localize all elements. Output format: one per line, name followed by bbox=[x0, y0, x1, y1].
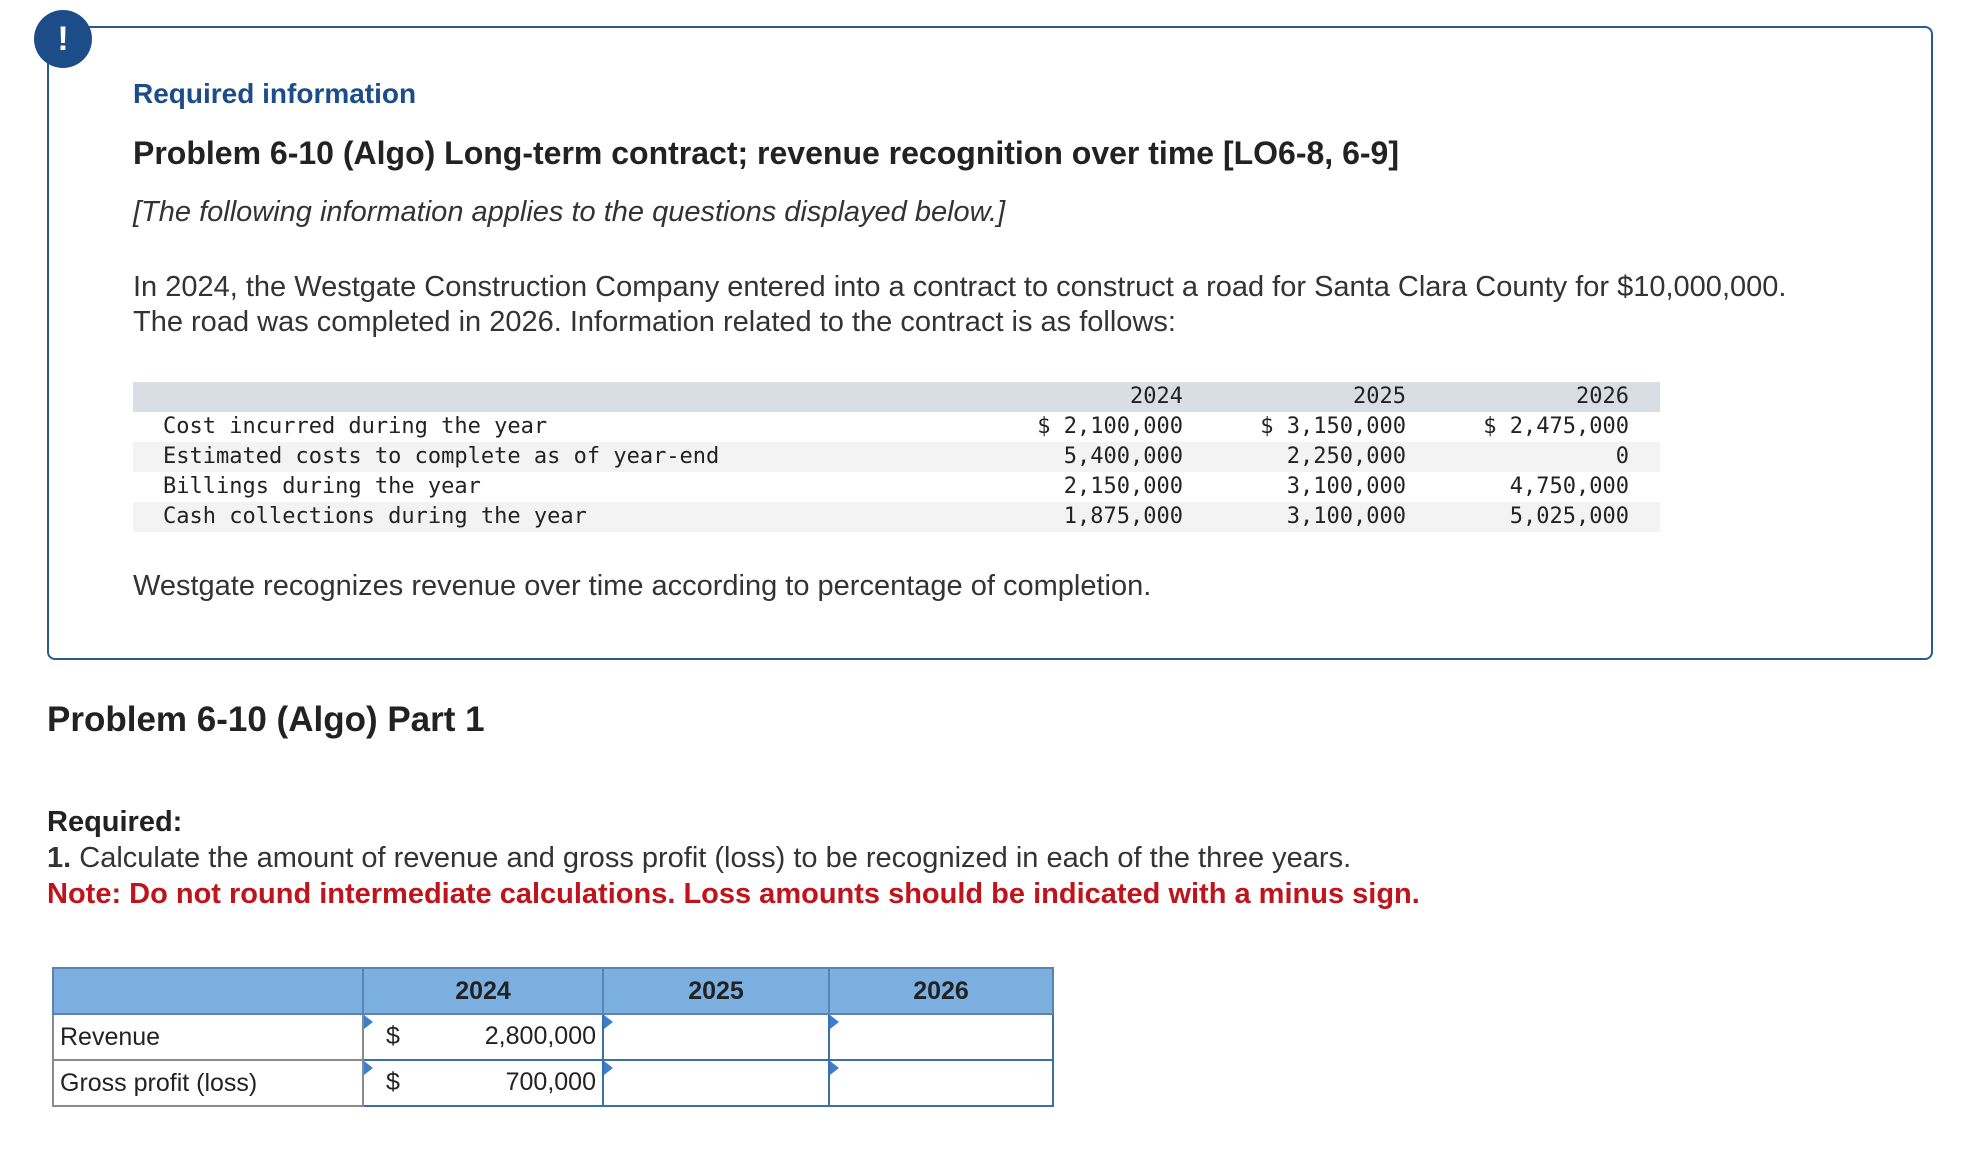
method-text: Westgate recognizes revenue over time according to percentage of completion. bbox=[133, 570, 1152, 602]
row-label: Cost incurred during the year bbox=[163, 414, 548, 439]
contract-info-table bbox=[133, 382, 1660, 532]
input-marker-icon bbox=[364, 1061, 373, 1075]
cell-2026: 5,025,000 bbox=[1509, 504, 1629, 529]
required-label: Required: bbox=[47, 806, 183, 838]
gross-profit-2024-value: 700,000 bbox=[505, 1068, 596, 1096]
cell-2024: 1,875,000 bbox=[1063, 504, 1183, 529]
cell-2024: 5,400,000 bbox=[1063, 444, 1183, 469]
required-information-panel bbox=[47, 26, 1933, 660]
required-item-text: Calculate the amount of revenue and gross profit (loss) to be recognized in each of the three years. bbox=[71, 842, 1352, 874]
table-row bbox=[133, 502, 1660, 532]
input-marker-icon bbox=[830, 1061, 839, 1075]
cell-2025: 2,250,000 bbox=[1286, 444, 1406, 469]
cell-2024: 2,150,000 bbox=[1063, 474, 1183, 499]
year-header-2024: 2024 bbox=[1130, 384, 1183, 409]
header-blank bbox=[53, 968, 363, 1014]
gross-profit-2024-input[interactable] bbox=[363, 1060, 603, 1106]
input-marker-icon bbox=[604, 1015, 613, 1029]
revenue-label: Revenue bbox=[53, 1014, 363, 1060]
cell-2024: $ 2,100,000 bbox=[1037, 414, 1183, 439]
contract-table-header bbox=[133, 382, 1660, 412]
input-marker-icon bbox=[830, 1015, 839, 1029]
input-marker-icon bbox=[364, 1015, 373, 1029]
cell-2026: 4,750,000 bbox=[1509, 474, 1629, 499]
year-header-2025: 2025 bbox=[1353, 384, 1406, 409]
table-row bbox=[133, 472, 1660, 502]
instruction-note: Note: Do not round intermediate calculations. Loss amounts should be indicated with a minus sign. bbox=[47, 878, 1420, 910]
cell-2026: $ 2,475,000 bbox=[1483, 414, 1629, 439]
required-item-number: 1. bbox=[47, 842, 72, 874]
currency-symbol: $ bbox=[386, 1022, 400, 1050]
problem-title: Problem 6-10 (Algo) Long-term contract; revenue recognition over time [LO6-8, 6-9] bbox=[133, 135, 1399, 171]
table-row bbox=[53, 1014, 1053, 1060]
required-information-heading: Required information bbox=[133, 78, 417, 109]
row-label: Cash collections during the year bbox=[163, 504, 587, 529]
cell-2025: 3,100,000 bbox=[1286, 474, 1406, 499]
answer-table bbox=[52, 967, 1054, 1107]
applies-note: [The following information applies to the questions displayed below.] bbox=[133, 196, 1006, 228]
part-title: Problem 6-10 (Algo) Part 1 bbox=[47, 700, 485, 739]
required-block bbox=[47, 804, 1420, 912]
cell-2025: 3,100,000 bbox=[1286, 504, 1406, 529]
header-2025: 2025 bbox=[603, 968, 829, 1014]
gross-profit-2026-input[interactable] bbox=[829, 1060, 1053, 1106]
row-label: Billings during the year bbox=[163, 474, 481, 499]
table-row bbox=[133, 412, 1660, 442]
cell-2025: $ 3,150,000 bbox=[1260, 414, 1406, 439]
currency-symbol: $ bbox=[386, 1068, 400, 1096]
cell-2026: 0 bbox=[1615, 444, 1629, 469]
gross-profit-2025-input[interactable] bbox=[603, 1060, 829, 1106]
answer-table-header bbox=[53, 968, 1053, 1014]
revenue-2024-input[interactable] bbox=[363, 1014, 603, 1060]
revenue-2025-input[interactable] bbox=[603, 1014, 829, 1060]
gross-profit-label: Gross profit (loss) bbox=[53, 1060, 363, 1106]
input-marker-icon bbox=[604, 1061, 613, 1075]
table-row bbox=[133, 442, 1660, 472]
header-2026: 2026 bbox=[829, 968, 1053, 1014]
table-row bbox=[53, 1060, 1053, 1106]
intro-text: In 2024, the Westgate Construction Company entered into a contract to construct a road for Santa Clara County for $10,000,000. The road was completed in 2026. Information related to the contract is as follows: bbox=[133, 271, 1787, 338]
year-header-2026: 2026 bbox=[1576, 384, 1629, 409]
revenue-2024-value: 2,800,000 bbox=[484, 1022, 596, 1050]
header-2024: 2024 bbox=[363, 968, 603, 1014]
alert-icon: ! bbox=[34, 10, 92, 68]
revenue-2026-input[interactable] bbox=[829, 1014, 1053, 1060]
row-label: Estimated costs to complete as of year-end bbox=[163, 444, 720, 469]
